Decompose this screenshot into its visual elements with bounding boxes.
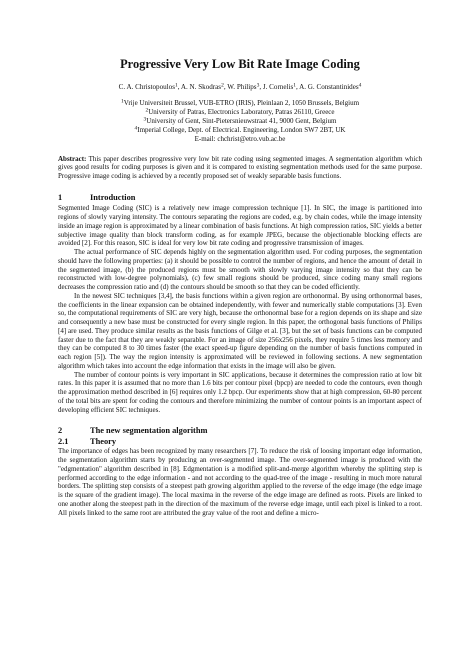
section-number: 2	[58, 426, 63, 436]
abstract-text: This paper describes progressive very low bit rate coding using segmented images. A segmentation algorithm which gives good results for coding purposes is given and it is compared to existing segmentation methods used for the same purpose. Progressive image coding is achieved by a recently proposed set of weakly separable basis functions.	[58, 154, 422, 181]
section-number: 1	[58, 193, 63, 203]
section-heading	[58, 193, 422, 202]
author: W. Philips$^3$,	[227, 82, 263, 91]
abstract-label: Abstract:	[58, 154, 87, 163]
affiliation: $^4$Imperial College, Dept. of Electrical. Engineering, London SW7 2BT, UK	[134, 125, 346, 134]
paper-title: Progressive Very Low Bit Rate Image Coding	[120, 57, 360, 71]
section-title: The new segmentation algorithm	[90, 426, 208, 436]
author: A. G. Constantinides$^4$	[299, 82, 362, 91]
paragraph: The number of contour points is very important in SIC applications, because it determines the compression ratio at low bit rates. In this paper it is assumed that no more than 1.6 bits per contour pixel (bpcp) are needed to code the contours, even though the approximation method described in [6] requires only 1.2 bpcp. Our experiments show that at high compression, 60-80 percent of the total bits are spent for coding the contours and therefore minimizing the number of contour points is an important aspect of developing efficient SIC techniques.	[58, 370, 422, 414]
author: C. A. Christopoulos$^1$,	[118, 82, 181, 91]
abstract	[58, 155, 422, 182]
subsection-title: Theory	[90, 437, 117, 447]
email: E-mail: chchrist@etro.vub.ac.be	[194, 134, 286, 143]
affiliation: $^2$University of Patras, Electronics Laboratory, Patras 26110, Greece	[145, 107, 335, 116]
affiliation: $^3$University of Gent, Sint-Pietersnieuwstraat 41, 9000 Gent, Belgium	[143, 116, 337, 125]
affiliation-list	[58, 99, 422, 144]
author-list	[58, 83, 422, 92]
subsection-heading	[58, 437, 422, 446]
paragraph: In the newest SIC techniques [3,4], the basis functions within a given region are orthonormal. By using orthonormal bases, the coefficients in the linear expansion can be obtained independently, with fewer and numerically stable computations [3]. Even so, the computational requirements of SIC are very high, because the orthonormal base for a region depends on its shape and size and consequently a new base must be constructed for every single region. In this paper, the orthogonal basis functions of Philips [4] are used. They produce similar results as the basis functions of Gilge et al. [3], but the set of basis functions can be computed faster due to the fact that they are weakly separable. For an image of size 256x256 pixels, they require 5 times less memory and they can be computed 8 to 30 times faster (the exact speed-up figure depending on the number of basis functions computed in each region [5]). The way the region intensity is approximated will be reviewed in following sections. A new segmentation algorithm which takes into account the edge information that exists in the image will also be given.	[58, 291, 422, 370]
author: J. Cornelis$^1$,	[262, 82, 300, 91]
section-heading	[58, 426, 422, 435]
subsection-number: 2.1	[58, 437, 69, 447]
section-title: Introduction	[90, 193, 136, 203]
paragraph: The importance of edges has been recognized by many researchers [7]. To reduce the risk of loosing important edge information, the segmentation algorithm starts by producing an over-segmented image. The over-segmented image is produced with the "edgmentation" algorithm described in [8]. Edgmentation is a modified split-and-merge algorithm whereby the splitting step is performed according to the edge information - and not according to the quad-tree of the image - resulting in much more natural borders. The splitting step consists of a steepest path growing algorithm applied to the reverse of the edge image (the edge image is the square of the gradient image). The local maxima in the reverse of the edge image are defined as roots. Pixels are linked to one another along the steepest path in the direction of the maximum of the reverse edge image, until each pixel is linked to a root. All pixels linked to the same root are attributed the gray value of the root and define a micro-	[58, 447, 422, 517]
author: A. N. Skodras$^2$,	[180, 82, 228, 91]
paragraph: The actual performance of SIC depends highly on the segmentation algorithm used. For coding purposes, the segmentation should have the following properties: (a) it should be possible to control the number of regions, and hence the amount of detail in the segmented image, (b) the produced regions must be smooth with slowly varying image intensity so that they can be reconstructed with low-degree polynomials), (c) few small regions should be produced, since coding many small regions decreases the compression ratio and (d) the contours should be smooth so that they can be coded efficiently.	[58, 248, 422, 291]
affiliation: $^1$Vrije Universiteit Brussel, VUB-ETRO (IRIS), Pleinlaan 2, 1050 Brussels, Belgium	[120, 98, 360, 107]
paragraph: Segmented Image Coding (SIC) is a relatively new image compression technique [1]. In SIC, the image is partitioned into regions of slowly varying intensity. The contours separating the regions are coded, e.g. by chain codes, while the image intensity inside an image region is approximated by a linear combination of basis functions. At high compression ratios, SIC yields a better subjective image quality than block transform coding, as for example JPEG, because the objectionable blocking effects are avoided [2]. For this reason, SIC is ideal for very low bit rate coding and progressive transmission of images.	[58, 204, 422, 248]
